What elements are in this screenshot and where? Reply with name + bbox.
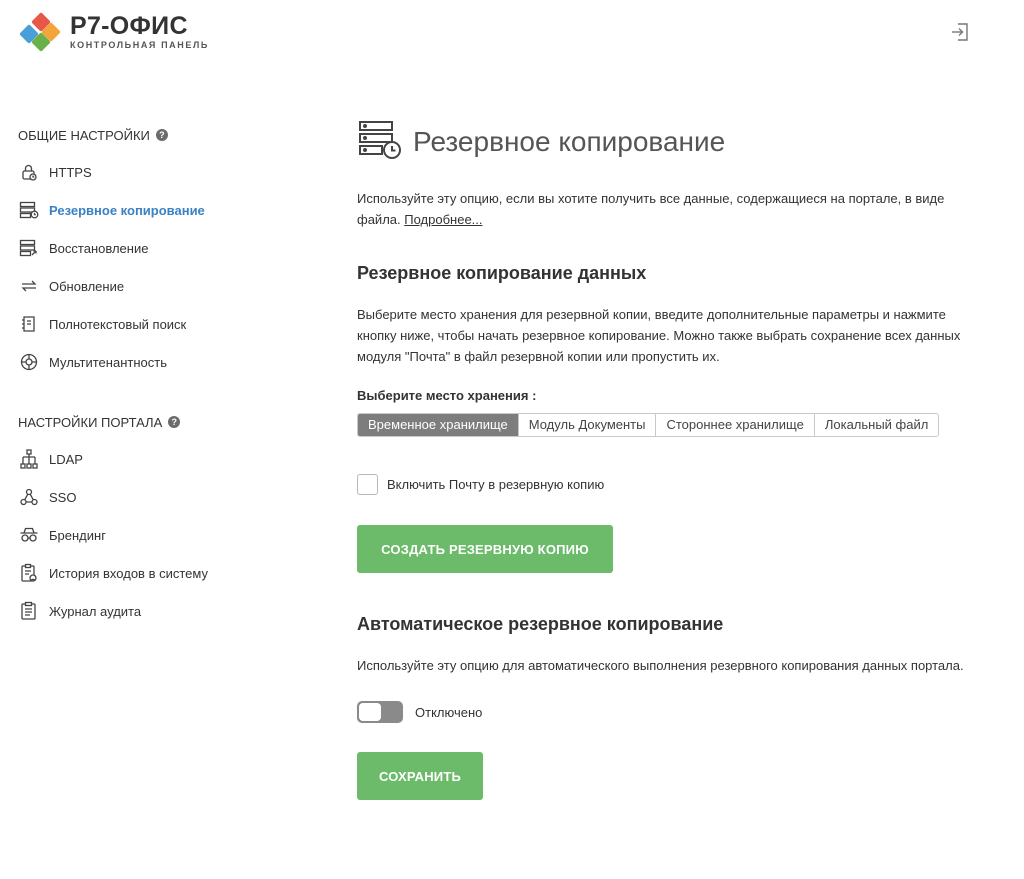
storage-selector xyxy=(357,413,939,437)
fulltext-search-icon xyxy=(18,314,40,334)
auto-backup-status-label: Отключено xyxy=(415,704,483,720)
portal-settings-nav xyxy=(18,440,318,630)
create-backup-button[interactable]: СОЗДАТЬ РЕЗЕРВНУЮ КОПИЮ xyxy=(357,525,613,573)
sidebar-item-label: Резервное копирование xyxy=(49,202,205,218)
login-history-icon xyxy=(18,563,40,583)
sidebar-item-backup[interactable] xyxy=(18,191,318,229)
backup-description: Выберите место хранения для резервной копии, введите дополнительные параметры и нажмите кнопку ниже, чтобы начать резервное копирование. Можно также выбрать сохранение всех данных модуля "Почта" в файл резервной копии или пропустить их. xyxy=(357,307,961,364)
sidebar xyxy=(18,120,318,630)
sidebar-item-label: SSO xyxy=(49,489,77,505)
sso-icon xyxy=(18,487,40,507)
page-title: Резервное копирование xyxy=(413,126,726,157)
auto-backup-description: Используйте эту опцию для автоматического выполнения резервного копирования данных портала. xyxy=(357,658,964,673)
brand-title: Р7-ОФИС xyxy=(70,12,188,40)
include-mail-checkbox[interactable] xyxy=(357,474,378,495)
auto-backup-toggle-row xyxy=(357,701,972,723)
sidebar-item-label: Обновление xyxy=(49,278,125,294)
storage-option-documents[interactable]: Модуль Документы xyxy=(518,414,656,436)
sidebar-item-label: История входов в систему xyxy=(49,565,208,581)
backup-page-icon xyxy=(357,119,403,166)
sidebar-item-login-history[interactable] xyxy=(18,554,318,592)
portal-settings-heading-label: НАСТРОЙКИ ПОРТАЛА xyxy=(18,414,163,430)
intro-text-body: Используйте эту опцию, если вы хотите получить все данные, содержащиеся на портале, в виде файла. xyxy=(357,191,945,227)
backup-icon xyxy=(18,200,40,220)
sidebar-item-fulltext-search[interactable] xyxy=(18,305,318,343)
include-mail-row xyxy=(357,474,972,495)
lock-icon xyxy=(18,162,40,182)
sidebar-item-label: Полнотекстовый поиск xyxy=(49,316,187,332)
sidebar-item-update[interactable] xyxy=(18,267,318,305)
storage-option-temporary[interactable]: Временное хранилище xyxy=(358,414,518,436)
sidebar-item-ldap[interactable] xyxy=(18,440,318,478)
intro-text xyxy=(357,188,972,230)
main-content xyxy=(357,118,972,800)
backup-section-heading: Резервное копирование данных xyxy=(357,263,647,283)
multitenancy-icon xyxy=(18,352,40,372)
more-link[interactable]: Подробнее... xyxy=(404,212,483,227)
sidebar-item-branding[interactable] xyxy=(18,516,318,554)
sidebar-item-label: LDAP xyxy=(49,451,83,467)
portal-settings-heading xyxy=(18,407,318,437)
auto-backup-toggle[interactable] xyxy=(357,701,403,723)
branding-icon xyxy=(18,525,40,545)
sidebar-item-restore[interactable] xyxy=(18,229,318,267)
restore-icon xyxy=(18,238,40,258)
sidebar-item-label: Восстановление xyxy=(49,240,149,256)
sidebar-item-label: Журнал аудита xyxy=(49,603,142,619)
toggle-knob xyxy=(359,703,381,721)
page-header xyxy=(357,118,972,166)
include-mail-label[interactable]: Включить Почту в резервную копию xyxy=(387,477,605,492)
save-button[interactable]: СОХРАНИТЬ xyxy=(357,752,483,800)
audit-log-icon xyxy=(18,601,40,621)
sidebar-item-label: Мультитенантность xyxy=(49,354,167,370)
storage-option-local-file[interactable]: Локальный файл xyxy=(814,414,939,436)
ldap-icon xyxy=(18,449,40,469)
storage-label: Выберите место хранения : xyxy=(357,388,537,403)
help-icon[interactable]: ? xyxy=(168,416,180,428)
brand-subtitle: КОНТРОЛЬНАЯ ПАНЕЛЬ xyxy=(70,40,209,50)
sidebar-item-https[interactable] xyxy=(18,153,318,191)
sidebar-item-label: Брендинг xyxy=(49,527,106,543)
sidebar-item-audit-log[interactable] xyxy=(18,592,318,630)
storage-option-third-party[interactable]: Стороннее хранилище xyxy=(655,414,813,436)
update-icon xyxy=(18,276,40,296)
general-settings-nav xyxy=(18,153,318,381)
auto-backup-heading: Автоматическое резервное копирование xyxy=(357,614,724,634)
logout-icon[interactable] xyxy=(950,22,970,42)
logo-mark-icon xyxy=(18,12,64,52)
sidebar-item-label: HTTPS xyxy=(49,164,92,180)
general-settings-heading-label: ОБЩИЕ НАСТРОЙКИ xyxy=(18,127,150,143)
sidebar-item-multitenancy[interactable] xyxy=(18,343,318,381)
sidebar-item-sso[interactable] xyxy=(18,478,318,516)
general-settings-heading xyxy=(18,120,318,150)
brand-logo[interactable] xyxy=(18,12,209,52)
help-icon[interactable]: ? xyxy=(156,129,168,141)
